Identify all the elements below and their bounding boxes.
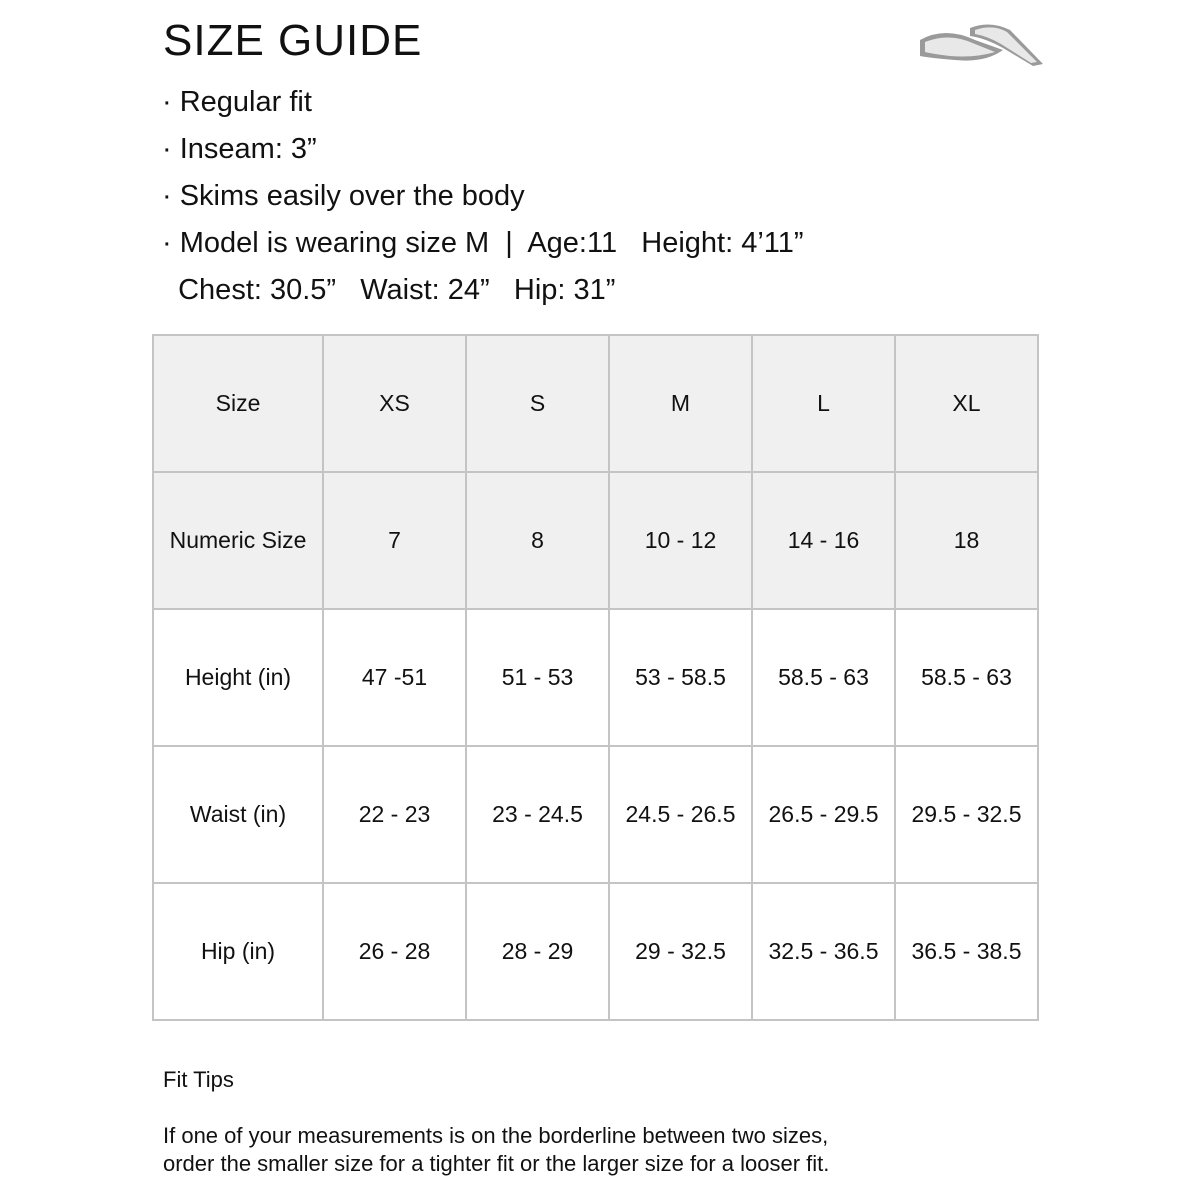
table-cell: 8: [466, 472, 609, 609]
table-cell: 36.5 - 38.5: [895, 883, 1038, 1020]
bullet-model-measurements: Chest: 30.5” Waist: 24” Hip: 31”: [162, 274, 616, 306]
table-row: [153, 335, 1038, 472]
table-cell: 29 - 32.5: [609, 883, 752, 1020]
row-label: Height (in): [153, 609, 323, 746]
table-cell: L: [752, 335, 895, 472]
tape-measure-icon: [915, 18, 1045, 70]
table-cell: 26.5 - 29.5: [752, 746, 895, 883]
table-cell: 26 - 28: [323, 883, 466, 1020]
table-cell: S: [466, 335, 609, 472]
table-cell: XS: [323, 335, 466, 472]
bullet-inseam: · Inseam: 3”: [162, 133, 317, 165]
table-cell: 53 - 58.5: [609, 609, 752, 746]
row-label: Size: [153, 335, 323, 472]
bullet-fit: · Regular fit: [162, 86, 312, 118]
table-cell: 47 -51: [323, 609, 466, 746]
table-cell: 10 - 12: [609, 472, 752, 609]
table-cell: 58.5 - 63: [752, 609, 895, 746]
table-cell: 23 - 24.5: [466, 746, 609, 883]
table-cell: 28 - 29: [466, 883, 609, 1020]
table-row: [153, 472, 1038, 609]
table-cell: 22 - 23: [323, 746, 466, 883]
row-label: Numeric Size: [153, 472, 323, 609]
size-table: [152, 334, 1039, 1021]
table-cell: M: [609, 335, 752, 472]
table-cell: 14 - 16: [752, 472, 895, 609]
fit-tips-heading: Fit Tips: [163, 1067, 234, 1092]
bullet-model: · Model is wearing size M | Age:11 Height: 4’11”: [162, 227, 804, 259]
table-row: [153, 609, 1038, 746]
row-label: Hip (in): [153, 883, 323, 1020]
table-cell: 58.5 - 63: [895, 609, 1038, 746]
table-cell: 29.5 - 32.5: [895, 746, 1038, 883]
bullet-description: · Skims easily over the body: [162, 180, 525, 212]
page-title: SIZE GUIDE: [163, 16, 423, 65]
table-cell: 24.5 - 26.5: [609, 746, 752, 883]
fit-tips-line2: order the smaller size for a tighter fit or the larger size for a looser fit.: [163, 1151, 830, 1176]
fit-tips-line1: If one of your measurements is on the borderline between two sizes,: [163, 1123, 829, 1148]
row-label: Waist (in): [153, 746, 323, 883]
table-cell: 7: [323, 472, 466, 609]
table-cell: 32.5 - 36.5: [752, 883, 895, 1020]
table-cell: 18: [895, 472, 1038, 609]
table-cell: XL: [895, 335, 1038, 472]
table-row: [153, 883, 1038, 1020]
table-cell: 51 - 53: [466, 609, 609, 746]
table-row: [153, 746, 1038, 883]
